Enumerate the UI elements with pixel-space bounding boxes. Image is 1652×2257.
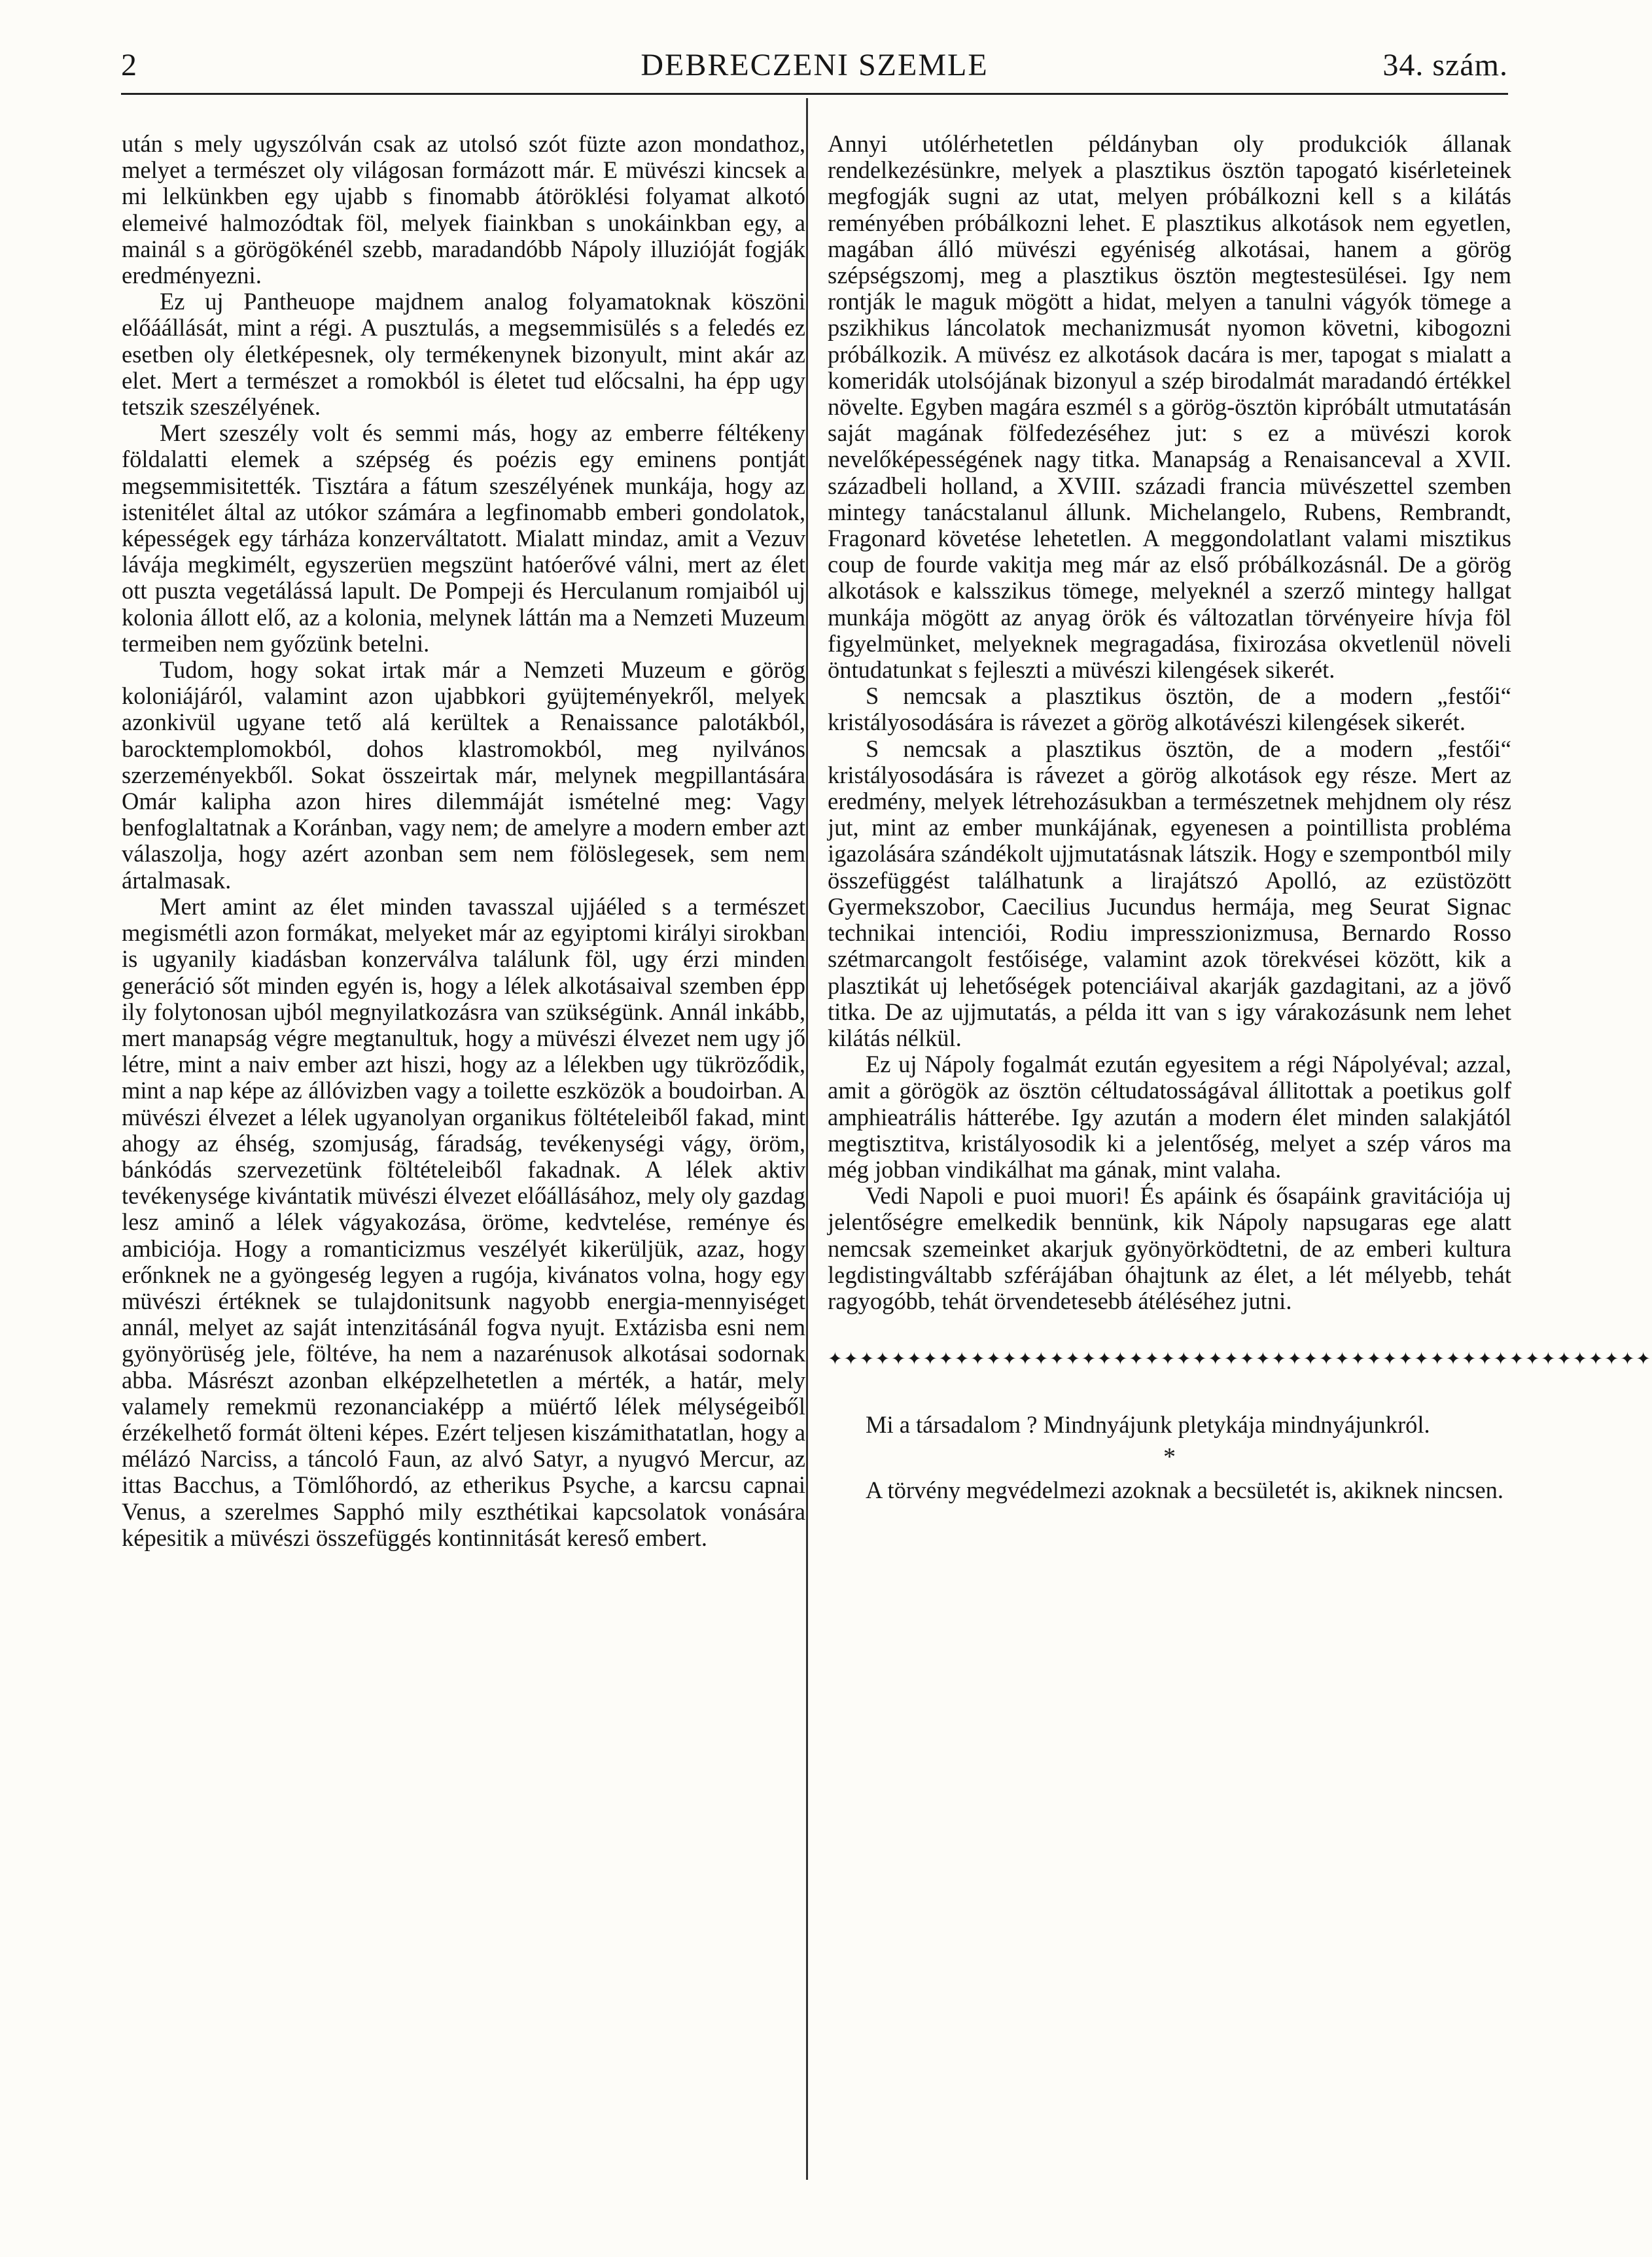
right-column	[828, 130, 1652, 1505]
paragraph: Vedi Napoli e puoi muori! És apáink és ősapáink gravitációja uj jelentőségre emelkedik bennünk, kik Nápoly napsugaras ege alatt nemcsak szemeinket akarjuk gyönyörködtetni, de az emberi kultura legdistingváltabb szférájában óhajtunk az élet, a lét mélyebb, tehát ragyogóbb, tehát örvendetesebb átéléséhez jutni.	[828, 1182, 1511, 1314]
page-number: 2	[121, 48, 137, 82]
asterisk-separator: *	[1163, 1443, 1176, 1471]
aphorism: A törvény megvédelmezi azoknak a becsületét is, akiknek nincsen.	[866, 1477, 1504, 1504]
paragraph: Mert szeszély volt és semmi más, hogy az emberre féltékeny földalatti elemek a szépség és poézis egy eminens pontját megsemmisitették. Tisztára a fátum szeszélyének munkája, hogy az istenitélet által az utókor számára a legfinomabb emberi gondolatok, képességek egy tárháza konzerváltatott. Mialatt mindaz, amit a Vezuv lávája megkimélt, egyszerüen megszünt hatóerővé válni, mert az élet ott puszta vegetálássá lapult. De Pompeji és Herculanum romjaiból uj kolonia állott elő, az a kolonia, melynek láttán ma a Nemzeti Muzeum termeiben nem győzünk betelni.	[122, 419, 805, 657]
journal-title: DEBRECZENI SZEMLE	[641, 48, 989, 82]
paragraph: Ez uj Pantheuope majdnem analog folyamatoknak köszöni előáállását, mint a régi. A pusztulás, a megsemmisülés s a feledés ez esetben oly életképesnek, oly termékenynek bizonyult, mint akár az elet. Mert a természet a romokból is életet tud előcsalni, ha épp ugy tetszik szeszélyének.	[122, 288, 805, 421]
left-column	[122, 131, 805, 1551]
paragraph: után s mely ugyszólván csak az utolsó szót füzte azon mondathoz, melyet a természet oly világosan formázott már. E müvészi kincsek a mi lelkünkben egy ujabb s finomabb átöröklési folyamat alkotó elemeivé halmozódtak föl, melyek fiainkban s unokáinkban egy, a mainál s a görögökénél szebb, maradandóbb Nápoly illuzióját fogják eredményezni.	[122, 130, 805, 289]
column-divider	[806, 98, 808, 2180]
paragraph: Ez uj Nápoly fogalmát ezután egyesitem a régi Nápolyéval; azzal, amit a görögök az ösztön céltudatosságával állitottak a poetikus golf amphieatrális hátterébe. Igy azután a modern élet minden salakjától megtisztitva, kristályosodik ki a jelentőség, melyet a szép város ma még jobban vindikálhat ma gának, mint valaha.	[828, 1051, 1511, 1183]
paragraph: Mert amint az élet minden tavasszal ujjáéled s a természet megismétli azon formákat, melyeket már az egyiptomi királyi sirokban is ugyanily kiadásban konzerválva találunk föl, ugy érzi minden generáció sőt minden egyén is, hogy a lélek alkotásaival szemben épp ily folytonosan ujból megnyilatkozásra van szükségünk. Annál inkább, mert manapság végre megtanultuk, hogy a müvészi élvezet nem ugy jő létre, mint a naiv ember azt hiszi, hogy az a lélekben ugy tükröződik, mint a nap képe az állóvizben vagy a toilette eszközök a boudoirban. A müvészi élvezet a lélek ugyanolyan organikus föltételeiből fakad, mint ahogy az éhség, szomjuság, fáradság, tevékenységi vágy, öröm, bánkódás szervezetünk föltételeiből fakadnak. A lélek aktiv tevékenysége kivántatik müvészi élvezet előállásához, mely oly gazdag lesz aminő a lélek vágyakozása, öröme, kedvtelése, reménye és ambiciója. Hogy a romanticizmus veszélyét kikerüljük, azaz, hogy erőnknek ne a gyöngeség legyen a rugója, kivánatos volna, hogy egy müvészi értéknek se tulajdonitsunk nagyobb energia-mennyiséget annál, melyet az saját intenzitásánál fogva nyujt. Extázisba esni nem gyönyörüség jele, föltéve, ha nem a nazarénusok alkotásai sodornak abba. Másrészt azonban elképzelhetetlen a mérték, a határ, mely valamely remekmü rezonanciaképp a müértő lélek mélységeiből érzékelhető formát ölteni képes. Ezért teljesen kiszámithatatlan, hogy a mélázó Narciss, a táncoló Faun, az alvó Satyr, a nyugvó Mercur, az ittas Bacchus, a Tömlőhordó, az etherikus Psyche, a karcsu capnai Venus, a szerelmes Sapphó mily eszthétikai kapcsolatok vonására képesitik a müvészi összefüggés kontinnitását kereső embert.	[122, 892, 805, 1551]
paragraph: Annyi utólérhetetlen példányban oly produkciók állanak rendelkezésünkre, melyek a plasztikus ösztön tapogató kisérleteinek megfogják sugni az utat, melyen próbálkozni kell s a kilátás reményében próbálkozni lehet. E plasztikus alkotások nem egyetlen, magában álló müvészi egyéniség alkotásai, hanem a görög szépségszomj, meg a plasztikus ösztön megtestesülései. Igy nem rontják le maguk mögött a hidat, melyen a tanulni vágyók tömege a pszikhikus láncolatok mechanizmusát nyomon követni, kibogozni próbálkozik. A müvész ez alkotások dacára is mer, tapogat s mialatt a komeridák utolsójának bizonyul a szép birodalmát maradandó értékkel növelte. Egyben magára eszmél s a görög-ösztön kipróbált utmutatásán saját magának fölfedezéséhez jut: s ez a müvészi korok nevelőképességének nagy titka. Manapság a Renaisanceval a XVII. századbeli holland, a XVIII. századi francia müvészettel szemben mintegy tanácstalanul állunk. Michelangelo, Rubens, Rembrandt, Fragonard követése lehetetlen. A meggondolatlant valami misztikus coup de fourde vakitja meg már az első próbálkozásnál. De a görög alkotások e kalsszikus tömege, melyeknél a szerző mintegy hallgat munkája mögött az anyag örök és változatlan törvényeire hívja föl figyelmünket, melyeknek megragadása, fixirozása okvetlenül növeli öntudatunkat s fejleszti a müvészi kilengések sikerét.	[828, 130, 1511, 684]
paragraph: Tudom, hogy sokat irtak már a Nemzeti Muzeum e görög koloniájáról, valamint azon ujabbkori gyüjteményekről, melyek azonkivül ugyane tető alá kerültek a Renaissance palotákból, barocktemplomokból, dohos klastromokból, meg nyilvános szerzeményekből. Sokat összeirtak már, melynek megpillantására Omár kalipha azon hires dilemmáját ismételné meg: Vagy benfoglaltatnak a Koránban, vagy nem; de amelyre a modern ember azt válaszolja, hogy azért azonban sem nem fölöslegesek, sem nem ártalmasak.	[122, 656, 805, 894]
paragraph: S nemcsak a plasztikus ösztön, de a modern „festői“ kristályosodására is rávezet a görög alkotávészi kilengések sikerét.	[828, 682, 1511, 736]
aphorism: Mi a társadalom ? Mindnyájunk pletykája mindnyájunkról.	[866, 1411, 1430, 1439]
paragraph: S nemcsak a plasztikus ösztön, de a modern „festői“ kristályosodására is rávezet a görög alkotások egy része. Mert az eredmény, melyek létrehozásukban a természetnek mehjdnem oly rész jut, mint az ember munkájának, egyenesen a pointillista probléma igazolására szándékolt ujjmutatásnak látszik. Hogy e szempontból mily összefüggést találhatunk a lirajátszó Apolló, az ezüstözött Gyermekszobor, Caecilius Jucundus hermája, meg Seurat Signac technikai intenciói, Rodiu impresszionizmusa, Bernardo Rosso szétmarcangolt festőisége, valamint azok törekvései között, kik a plasztikát uj lehetőségek potenciáival akarják gazdagitani, az a jövő titka. De az ujjmutatás, a példa itt van s igy várakozásunk nem lehet kilátás nélkül.	[828, 735, 1511, 1051]
header-rule	[121, 93, 1508, 95]
issue-number: 34. szám.	[1382, 48, 1508, 82]
running-header	[121, 47, 1508, 93]
ornamental-divider: ✦✦✦✦✦✦✦✦✦✦✦✦✦✦✦✦✦✦✦✦✦✦✦✦✦✦✦✦✦✦✦✦✦✦✦✦✦✦✦✦✦✦✦✦✦✦✦✦✦✦✦✦	[828, 1349, 1652, 1370]
